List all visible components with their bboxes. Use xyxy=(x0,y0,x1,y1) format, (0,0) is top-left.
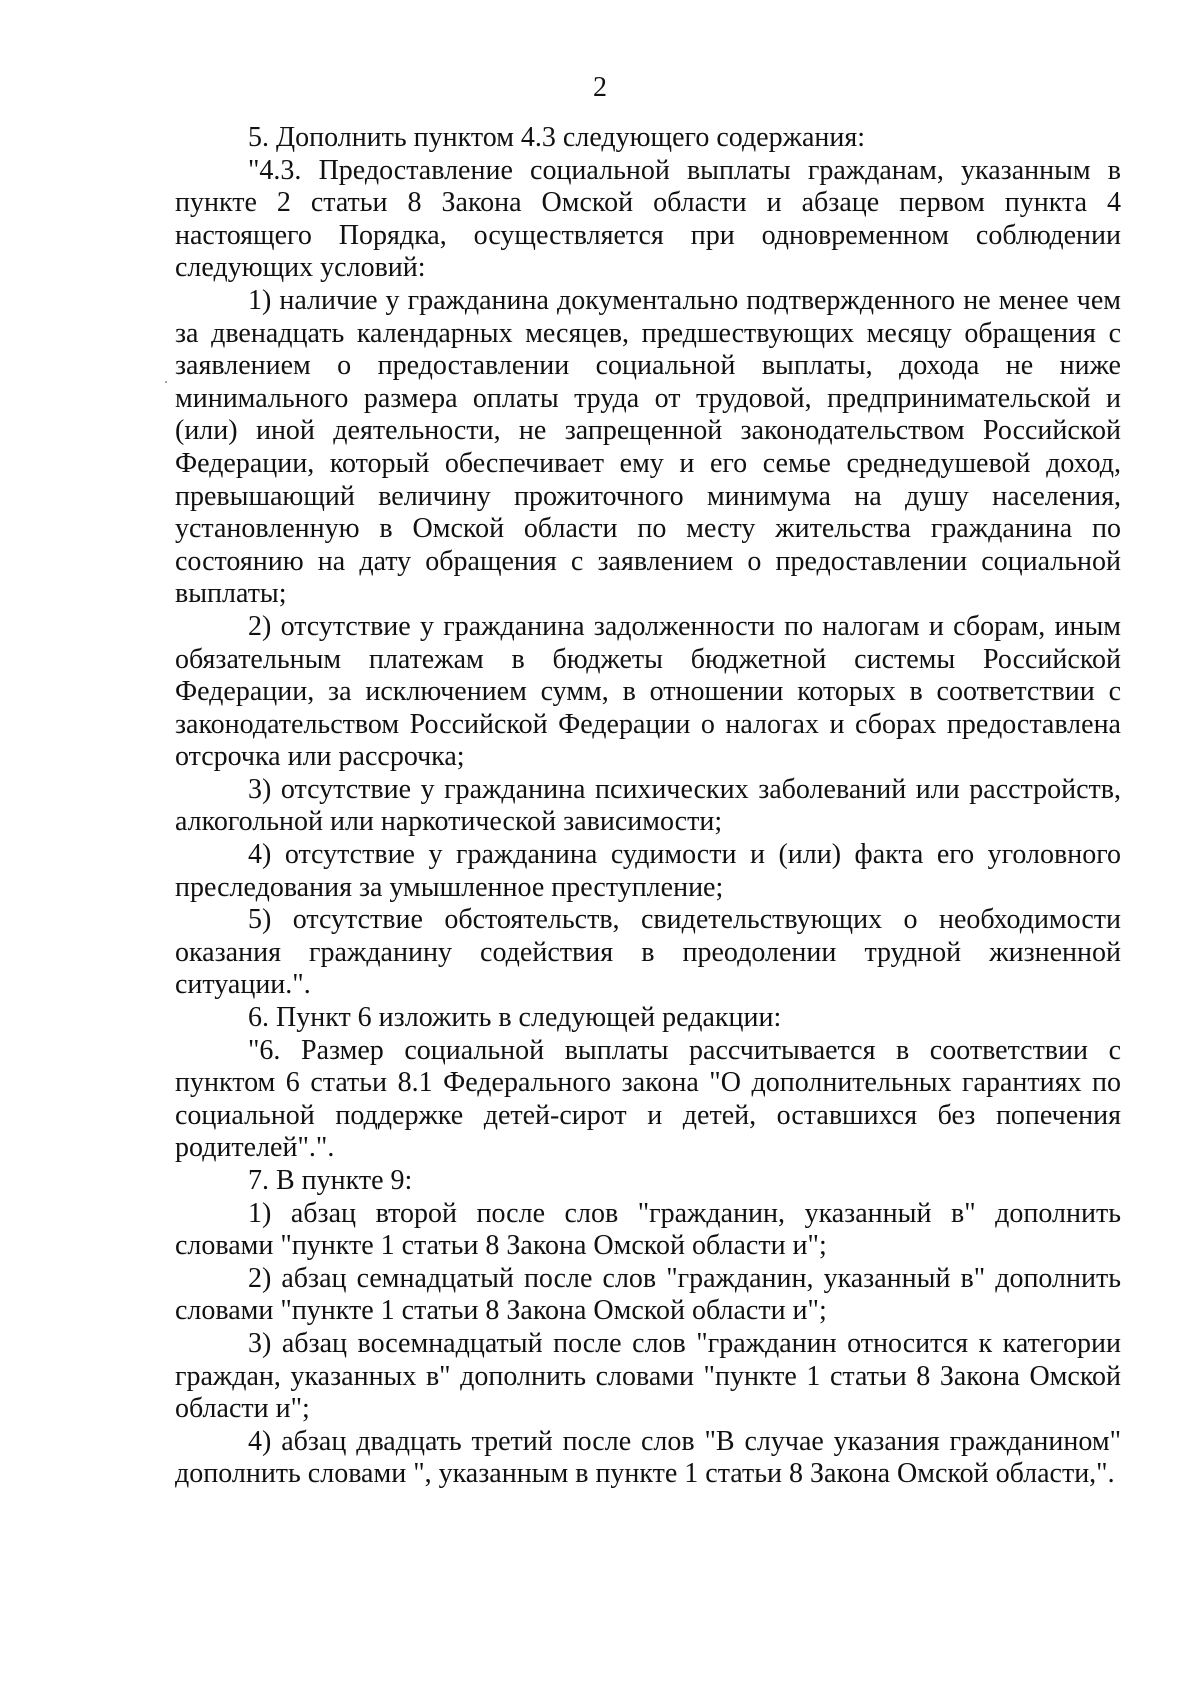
paragraph-condition-5: 5) отсутствие обстоятельств, свидетельствующих о необходимости оказания гражданину содействия в преодолении трудной жизненной ситуации.". xyxy=(175,904,1121,1001)
paragraph-item-7: 7. В пункте 9: xyxy=(248,1165,413,1196)
paragraph-item-5: 5. Дополнить пунктом 4.3 следующего содержания: xyxy=(248,122,866,153)
paragraph-condition-1: 1) наличие у гражданина документально подтвержденного не менее чем за двенадцать календарных месяцев, предшествующих месяцу обращения с заявлением о предоставлении социальной выплаты, дохода не ниже минимального размера оплаты труда от трудовой, предпринимательской и (или) иной деятельности, не запрещенной законодательством Российской Федерации, который обеспечивает ему и его семье среднедушевой доход, превышающий величину прожиточного минимума на душу населения, установленную в Омской области по месту жительства гражданина по состоянию на дату обращения с заявлением о предоставлении социальной выплаты; xyxy=(175,284,1121,610)
scan-speck xyxy=(165,381,167,383)
paragraph-condition-4: 4) отсутствие у гражданина судимости и (или) факта его уголовного преследования за умышленное преступление; xyxy=(175,839,1121,903)
paragraph-quote-6: "6. Размер социальной выплаты рассчитывается в соответствии с пунктом 6 статьи 8.1 Федерального закона "О дополнительных гарантиях по социальной поддержке детей-сирот и детей, оставшихся без попечения родителей".". xyxy=(175,1034,1121,1164)
paragraph-condition-2: 2) отсутствие у гражданина задолженности по налогам и сборам, иным обязательным платежам в бюджеты бюджетной системы Российской Федерации, за исключением сумм, в отношении которых в соответствии с законодательством Российской Федерации о налогах и сборах предоставлена отсрочка или рассрочка; xyxy=(175,610,1121,773)
document-body xyxy=(175,122,1121,1491)
paragraph-quote-4-3: "4.3. Предоставление социальной выплаты гражданам, указанным в пункте 2 статьи 8 Закона Омской области и абзаце первом пункта 4 настоящего Порядка, осуществляется при одновременном соблюдении следующих условий: xyxy=(175,154,1121,284)
paragraph-item-6: 6. Пункт 6 изложить в следующей редакции: xyxy=(248,1002,782,1034)
paragraph-sub-3: 3) абзац восемнадцатый после слов "гражданин относится к категории граждан, указанных в" дополнить словами "пункте 1 статьи 8 Закона Омской области и"; xyxy=(175,1327,1121,1425)
paragraph-condition-3: 3) отсутствие у гражданина психических заболеваний или расстройств, алкогольной или наркотической зависимости; xyxy=(175,773,1121,838)
paragraph-sub-2: 2) абзац семнадцатый после слов "гражданин, указанный в" дополнить словами "пункте 1 статьи 8 Закона Омской области и"; xyxy=(175,1262,1121,1327)
paragraph-sub-1: 1) абзац второй после слов "гражданин, указанный в" дополнить словами "пункте 1 статьи 8 Закона Омской области и"; xyxy=(175,1197,1121,1262)
paragraph-sub-4: 4) абзац двадцать третий после слов "В случае указания гражданином" дополнить словами ", указанным в пункте 1 статьи 8 Закона Омской области,". xyxy=(175,1425,1121,1490)
page-number: 2 xyxy=(593,72,607,103)
